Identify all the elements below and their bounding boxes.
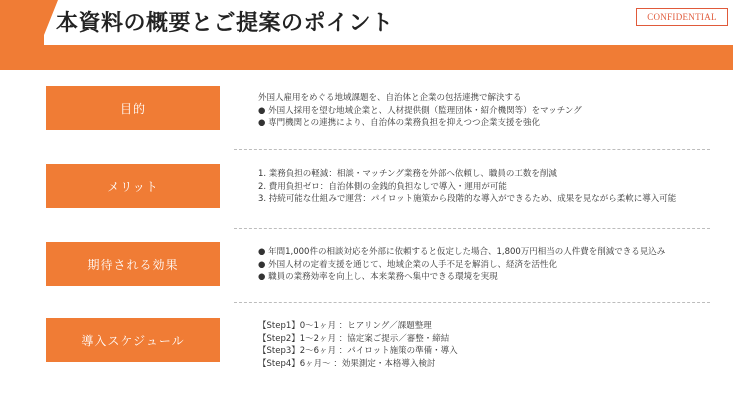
section-label: メリット	[46, 164, 220, 208]
content-line: ● 外国人採用を望む地域企業と、人材提供側（監理団体・紹介機関等）をマッチング	[258, 105, 582, 116]
content-line: 【Step2】1～2ヶ月 ：協定案ご提示／審整・締結	[258, 333, 450, 344]
section-divider	[234, 228, 710, 229]
content-line: ● 専門機関との連携により、自治体の業務負担を抑えつつ企業支援を強化	[258, 118, 540, 128]
content-line: 【Step1】0～1ヶ月 ：ヒアリング／課題整理	[258, 321, 432, 331]
header-band	[0, 45, 733, 70]
section-label: 期待される効果	[46, 242, 220, 286]
section-content	[258, 246, 718, 284]
content-line: ● 職員の業務効率を向上し、本来業務へ集中できる環境を実現	[258, 272, 498, 282]
content-line: 1. 業務負担の軽減：相談・マッチング業務を外部へ依頼し、職員の工数を削減	[258, 169, 557, 179]
content-line: ● 年間1,000件の相談対応を外部に依頼すると仮定した場合、1,800万円相当の人件費を削減できる見込み	[258, 247, 666, 257]
content-line: ● 外国人材の定着支援を通じて、地域企業の人手不足を解消し、経済を活性化	[258, 259, 557, 270]
section-divider	[234, 302, 710, 303]
content-line: 外国人雇用をめぐる地域課題を、自治体と企業の包括連携で解決する	[258, 93, 522, 103]
section-content	[258, 320, 718, 370]
section-label: 目的	[46, 86, 220, 130]
content-line: 【Step4】6ヶ月～ ：効果測定・本格導入検討	[258, 358, 436, 369]
section-content	[258, 92, 718, 130]
section-divider	[234, 149, 710, 150]
section-content	[258, 168, 718, 206]
content-line: 2. 費用負担ゼロ：自治体側の金銭的負担なしで導入・運用が可能	[258, 181, 507, 192]
content-line: 3. 持続可能な仕組みで運営：パイロット施策から段階的な導入ができるため、成果を見ながら柔軟に導入可能	[258, 194, 677, 204]
page-title: 本資料の概要とご提案のポイント	[56, 11, 394, 36]
section-label: 導入スケジュール	[46, 318, 220, 362]
confidential-badge: CONFIDENTIAL	[636, 8, 728, 26]
content-line: 【Step3】2～6ヶ月 ：パイロット施策の準備・導入	[258, 346, 458, 356]
